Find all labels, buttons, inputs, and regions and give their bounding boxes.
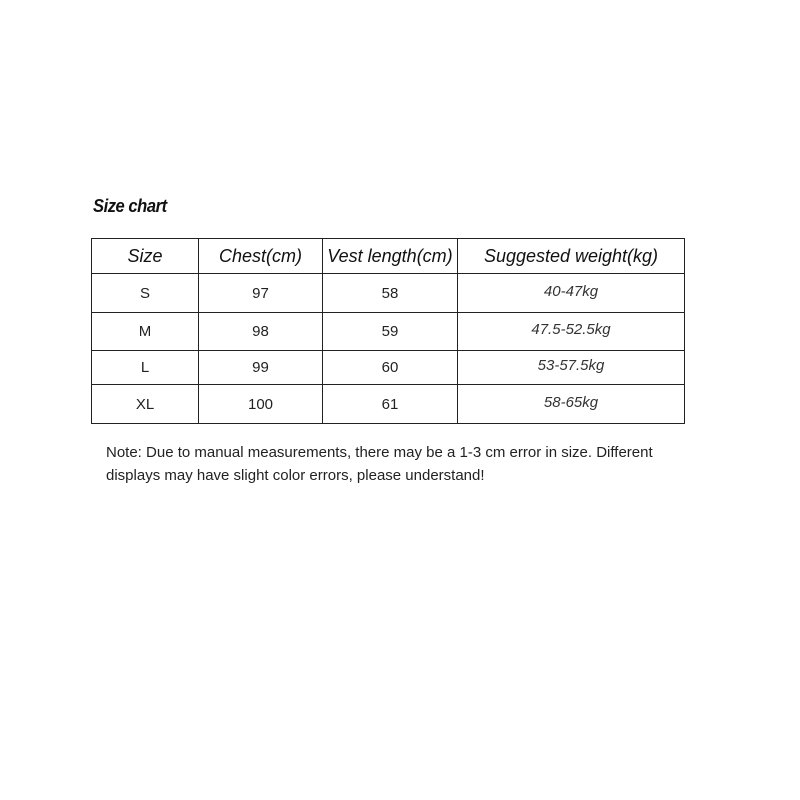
measurement-note: [106, 441, 706, 487]
size-chart-title: Size chart: [93, 196, 167, 216]
cell-weight: [458, 385, 685, 424]
weight-value: 53-57.5kg: [537, 357, 605, 374]
table-header-row: [92, 239, 685, 274]
header-vest-length: Vest length(cm): [323, 239, 458, 274]
cell-weight: [458, 313, 685, 351]
cell-size: M: [92, 313, 199, 351]
cell-weight: [458, 274, 685, 313]
cell-chest: 98: [199, 313, 323, 351]
cell-size: L: [92, 351, 199, 385]
cell-size: XL: [92, 385, 199, 424]
header-size: Size: [92, 239, 199, 274]
table-row: [92, 274, 685, 313]
table-row: [92, 351, 685, 385]
weight-value: 58-65kg: [543, 393, 599, 411]
cell-size: S: [92, 274, 199, 313]
table-row: [92, 385, 685, 424]
cell-weight: [458, 351, 685, 385]
cell-vest-length: 61: [323, 385, 458, 424]
weight-value: 40-47kg: [543, 282, 599, 300]
weight-value: 47.5-52.5kg: [531, 321, 611, 338]
note-line-1: Note: Due to manual measurements, there may be a 1-3 cm error in size. Different: [106, 444, 653, 461]
cell-vest-length: 58: [323, 274, 458, 313]
cell-vest-length: 59: [323, 313, 458, 351]
size-table: [91, 238, 685, 424]
cell-chest: 97: [199, 274, 323, 313]
note-line-2: displays may have slight color errors, please understand!: [106, 467, 485, 484]
header-chest: Chest(cm): [199, 239, 323, 274]
cell-vest-length: 60: [323, 351, 458, 385]
header-suggested-weight: Suggested weight(kg): [458, 239, 685, 274]
table-row: [92, 313, 685, 351]
cell-chest: 99: [199, 351, 323, 385]
cell-chest: 100: [199, 385, 323, 424]
